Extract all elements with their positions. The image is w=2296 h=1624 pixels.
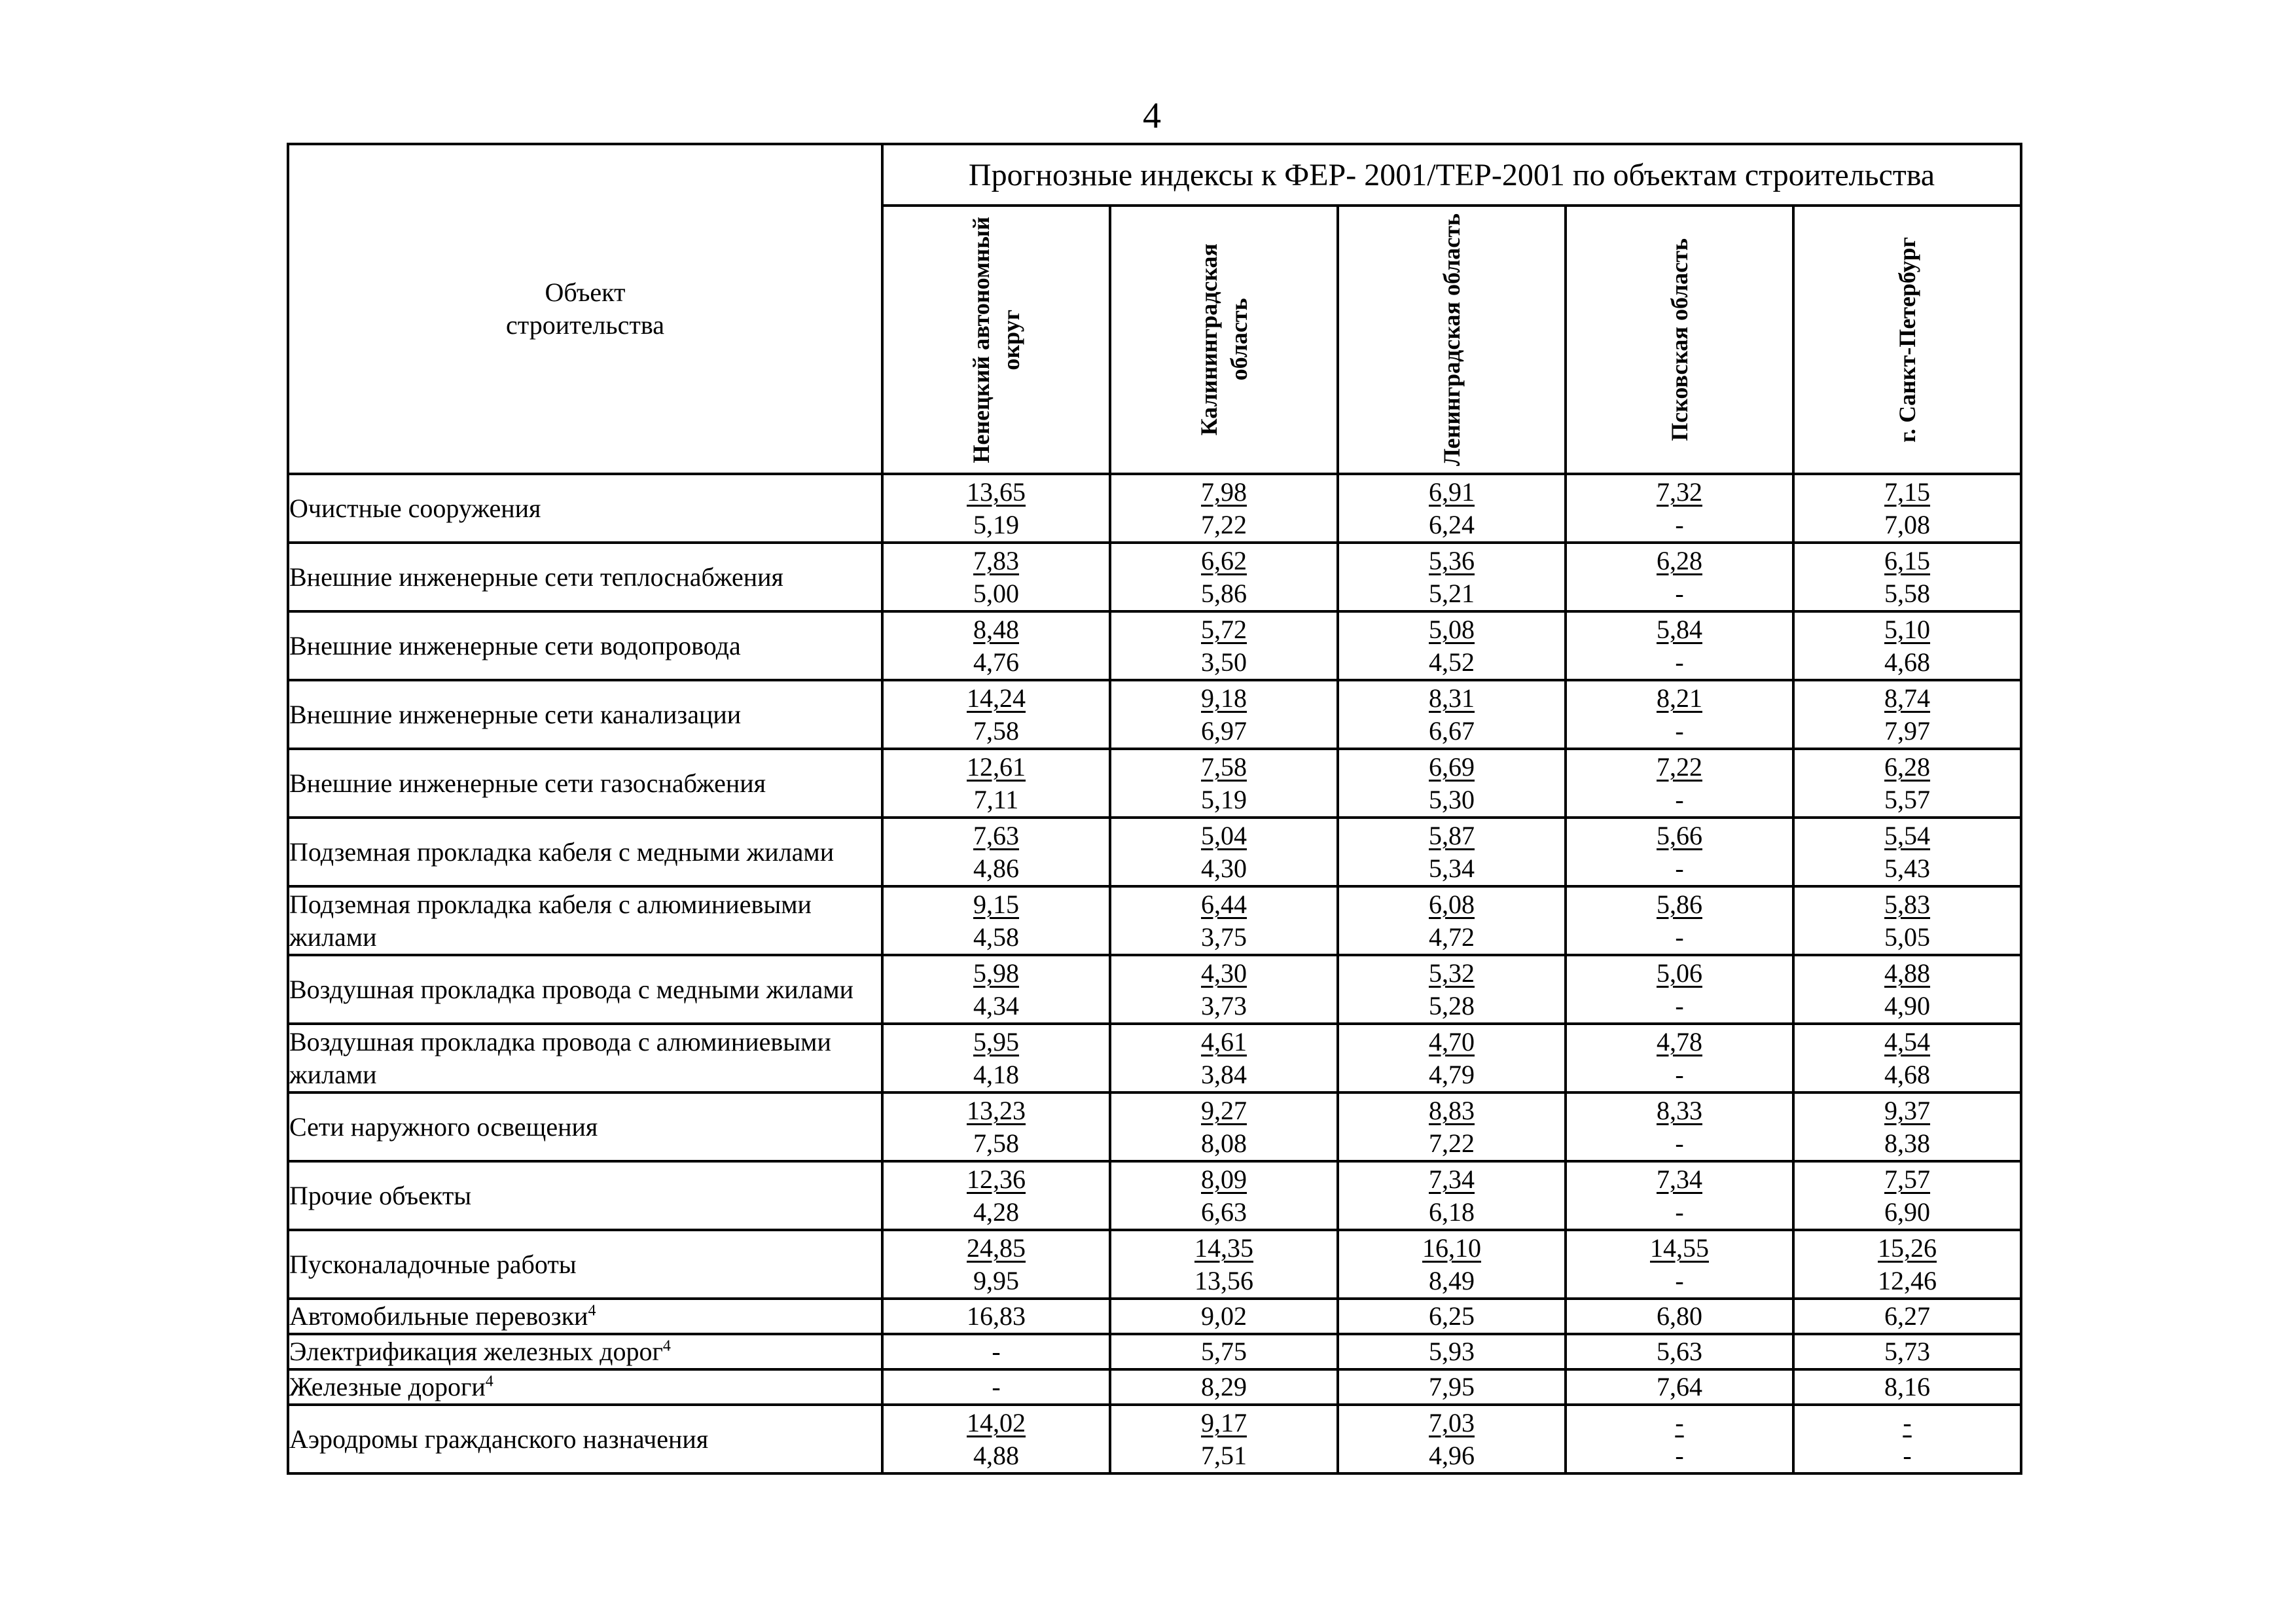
index-value-top: 5,95 <box>973 1026 1019 1056</box>
index-value-top: 5,36 <box>1429 545 1475 575</box>
row-object-name <box>288 886 882 955</box>
index-value-top: 5,32 <box>1429 958 1475 988</box>
index-value-top: 14,24 <box>967 683 1026 713</box>
index-cell <box>882 818 1110 886</box>
index-cell <box>1110 543 1338 611</box>
footnote-marker: 4 <box>588 1302 596 1320</box>
row-object-name <box>288 1092 882 1161</box>
index-cell <box>1110 1334 1338 1369</box>
index-cell <box>1338 1092 1566 1161</box>
index-value-top: 4,61 <box>1201 1026 1247 1056</box>
index-cell <box>1793 1161 2021 1230</box>
index-cell <box>1566 474 1793 543</box>
index-value-bottom: - <box>1675 509 1684 539</box>
index-cell <box>1566 1334 1793 1369</box>
index-value-bottom: 4,68 <box>1884 1059 1931 1089</box>
index-value-bottom: - <box>1675 784 1684 814</box>
index-cell <box>1110 474 1338 543</box>
row-object-name <box>288 1230 882 1299</box>
region-name-line: область <box>1226 298 1252 381</box>
page-number: 4 <box>1143 96 1161 136</box>
index-value-top: 6,28 <box>1884 751 1931 782</box>
index-value-bottom: 7,08 <box>1884 509 1931 539</box>
index-value-bottom: 4,90 <box>1884 990 1931 1020</box>
index-cell <box>1110 955 1338 1024</box>
region-header <box>882 206 1110 474</box>
index-cell <box>882 611 1110 680</box>
index-cell <box>882 1161 1110 1230</box>
object-name-text: Внешние инженерные сети водопровода <box>289 630 741 660</box>
index-cell <box>1338 1369 1566 1405</box>
index-cell <box>1338 611 1566 680</box>
index-value: 5,63 <box>1657 1337 1702 1366</box>
index-value-top: 8,48 <box>973 614 1019 644</box>
index-value-bottom: 8,49 <box>1429 1265 1475 1295</box>
index-value-bottom: - <box>1675 1440 1684 1470</box>
index-cell <box>882 1299 1110 1334</box>
index-cell <box>1110 1024 1338 1092</box>
index-cell <box>1338 749 1566 818</box>
index-value: 8,29 <box>1201 1372 1247 1401</box>
index-value-top: 6,62 <box>1201 545 1247 575</box>
index-value-top: 14,55 <box>1650 1233 1709 1263</box>
region-name-line: Ненецкий автономный <box>968 216 994 463</box>
index-value-bottom: - <box>1903 1440 1912 1470</box>
index-value-bottom: 4,96 <box>1429 1440 1475 1470</box>
row-object-name <box>288 1299 882 1334</box>
index-value-top: 5,66 <box>1657 820 1702 850</box>
index-value-top: 7,15 <box>1884 477 1931 507</box>
index-value: 6,27 <box>1884 1301 1931 1331</box>
index-cell <box>882 680 1110 749</box>
object-header-line: строительства <box>506 310 664 340</box>
index-value-top: 6,28 <box>1657 545 1702 575</box>
index-value: - <box>992 1372 1001 1401</box>
index-cell <box>1793 886 2021 955</box>
index-value-bottom: 7,97 <box>1884 715 1931 746</box>
index-value-top: 5,72 <box>1201 614 1247 644</box>
index-value-top: 7,57 <box>1884 1164 1931 1194</box>
row-object-name <box>288 474 882 543</box>
index-value-bottom: 5,30 <box>1429 784 1475 814</box>
index-value-bottom: 4,30 <box>1201 853 1247 883</box>
index-value-top: 8,83 <box>1429 1095 1475 1125</box>
object-name-text: Подземная прокладка кабеля с медными жилами <box>289 837 834 867</box>
region-header <box>1566 206 1793 474</box>
index-value-bottom: 5,21 <box>1429 578 1475 608</box>
index-value-top: 6,69 <box>1429 751 1475 782</box>
index-value-top: 9,17 <box>1201 1407 1247 1437</box>
index-value-bottom: 6,97 <box>1201 715 1247 746</box>
index-value-top: 5,84 <box>1657 614 1702 644</box>
index-value-bottom: 4,86 <box>973 853 1019 883</box>
index-cell <box>1566 543 1793 611</box>
region-name-line: Псковская область <box>1666 238 1693 441</box>
index-cell <box>1793 818 2021 886</box>
index-value-bottom: 9,95 <box>973 1265 1019 1295</box>
index-value-top: 5,98 <box>973 958 1019 988</box>
index-cell <box>1338 1299 1566 1334</box>
footnote-marker: 4 <box>485 1373 493 1390</box>
index-value-top: 9,27 <box>1201 1095 1247 1125</box>
index-value-bottom: 5,19 <box>1201 784 1247 814</box>
object-name-text: Железные дороги <box>289 1372 486 1401</box>
index-cell <box>1566 1092 1793 1161</box>
index-cell <box>1793 1299 2021 1334</box>
row-object-name <box>288 1334 882 1369</box>
index-value-bottom: 7,22 <box>1201 509 1247 539</box>
index-cell <box>1566 1230 1793 1299</box>
index-value-bottom: 4,34 <box>973 990 1019 1020</box>
index-value-bottom: - <box>1675 647 1684 677</box>
table-row <box>288 886 2021 955</box>
region-header <box>1338 206 1566 474</box>
index-cell <box>1566 886 1793 955</box>
index-cell <box>1793 1334 2021 1369</box>
index-value-bottom: 6,90 <box>1884 1197 1931 1227</box>
region-name-line: округ <box>998 309 1024 370</box>
object-name-text: Внешние инженерные сети канализации <box>289 699 742 729</box>
region-header <box>1793 206 2021 474</box>
index-cell <box>1110 818 1338 886</box>
index-value-bottom: 4,58 <box>973 922 1019 952</box>
index-value-top: 16,10 <box>1422 1233 1481 1263</box>
index-cell <box>1110 680 1338 749</box>
index-value-top: 4,78 <box>1657 1026 1702 1056</box>
index-value-bottom: 7,11 <box>973 784 1019 814</box>
index-cell <box>1793 474 2021 543</box>
index-value: 16,83 <box>967 1301 1026 1331</box>
index-value-top: 4,70 <box>1429 1026 1475 1056</box>
index-value-bottom: 4,28 <box>973 1197 1019 1227</box>
index-value-bottom: 5,00 <box>973 578 1019 608</box>
index-value-top: 8,74 <box>1884 683 1931 713</box>
index-cell <box>1338 543 1566 611</box>
index-value-top: 8,33 <box>1657 1095 1702 1125</box>
index-value-bottom: 13,56 <box>1194 1265 1253 1295</box>
index-cell <box>882 1405 1110 1473</box>
index-cell <box>1110 1092 1338 1161</box>
object-name-text: Электрификация железных дорог <box>289 1337 663 1366</box>
row-object-name <box>288 1161 882 1230</box>
index-value-bottom: 5,57 <box>1884 784 1931 814</box>
table-body <box>288 474 2021 1473</box>
index-value-bottom: 12,46 <box>1878 1265 1937 1295</box>
index-value-top: 7,83 <box>973 545 1019 575</box>
index-cell <box>882 886 1110 955</box>
index-value-top: 6,91 <box>1429 477 1475 507</box>
index-value: 5,73 <box>1884 1337 1931 1366</box>
table-row <box>288 1230 2021 1299</box>
index-cell <box>1338 886 1566 955</box>
index-value-bottom: 3,73 <box>1201 990 1247 1020</box>
index-cell <box>1566 611 1793 680</box>
index-value-bottom: 5,28 <box>1429 990 1475 1020</box>
index-cell <box>1793 680 2021 749</box>
index-cell <box>882 1024 1110 1092</box>
index-value-top: 7,32 <box>1657 477 1702 507</box>
index-value-bottom: 4,72 <box>1429 922 1475 952</box>
index-value-top: 7,58 <box>1201 751 1247 782</box>
table-row <box>288 1092 2021 1161</box>
index-value-top: 15,26 <box>1878 1233 1937 1263</box>
index-value-bottom: 4,52 <box>1429 647 1475 677</box>
index-value-bottom: - <box>1675 715 1684 746</box>
index-value-bottom: - <box>1675 578 1684 608</box>
index-cell <box>882 1334 1110 1369</box>
index-value-bottom: - <box>1675 1197 1684 1227</box>
row-object-name <box>288 1024 882 1092</box>
index-value-bottom: 5,86 <box>1201 578 1247 608</box>
region-header <box>1110 206 1338 474</box>
index-value: - <box>992 1337 1001 1366</box>
index-value-top: 14,02 <box>967 1407 1026 1437</box>
index-value-bottom: - <box>1675 853 1684 883</box>
index-cell <box>1793 611 2021 680</box>
index-value-bottom: 4,18 <box>973 1059 1019 1089</box>
index-value-bottom: 7,22 <box>1429 1128 1475 1158</box>
index-cell <box>882 1230 1110 1299</box>
index-cell <box>1338 955 1566 1024</box>
object-name-text: Подземная прокладка кабеля с алюминиевыми жилами <box>289 889 812 952</box>
index-value-top: 7,98 <box>1201 477 1247 507</box>
object-column-header <box>288 144 882 474</box>
row-object-name <box>288 1369 882 1405</box>
index-cell <box>882 955 1110 1024</box>
object-name-text: Внешние инженерные сети газоснабжения <box>289 768 766 798</box>
index-cell <box>1110 1369 1338 1405</box>
index-value-top: 7,63 <box>973 820 1019 850</box>
index-cell <box>1338 818 1566 886</box>
row-object-name <box>288 1405 882 1473</box>
index-cell <box>1110 1161 1338 1230</box>
index-cell <box>1566 749 1793 818</box>
index-cell <box>1566 1405 1793 1473</box>
index-value: 7,95 <box>1429 1372 1475 1401</box>
object-name-text: Внешние инженерные сети теплоснабжения <box>289 562 783 592</box>
table-row <box>288 1299 2021 1334</box>
index-cell <box>1338 474 1566 543</box>
index-value-bottom: 6,67 <box>1429 715 1475 746</box>
index-cell <box>1566 1161 1793 1230</box>
index-cell <box>1338 1161 1566 1230</box>
index-value-bottom: 5,34 <box>1429 853 1475 883</box>
table-row <box>288 818 2021 886</box>
index-value-bottom: 7,51 <box>1201 1440 1247 1470</box>
object-name-text: Очистные сооружения <box>289 493 541 523</box>
index-value-top: 8,21 <box>1657 683 1702 713</box>
index-value-bottom: 8,38 <box>1884 1128 1931 1158</box>
index-value-bottom: 5,19 <box>973 509 1019 539</box>
index-cell <box>1793 1024 2021 1092</box>
index-value-top: - <box>1903 1407 1912 1437</box>
index-value-bottom: 8,08 <box>1201 1128 1247 1158</box>
index-value-bottom: 4,88 <box>973 1440 1019 1470</box>
index-value-bottom: 5,43 <box>1884 853 1931 883</box>
index-cell <box>1793 543 2021 611</box>
table-row <box>288 1405 2021 1473</box>
index-value-top: 7,34 <box>1429 1164 1475 1194</box>
index-value-bottom: 5,05 <box>1884 922 1931 952</box>
index-cell <box>1566 1369 1793 1405</box>
index-cell <box>1110 1299 1338 1334</box>
index-cell <box>1338 1024 1566 1092</box>
index-value-top: 7,34 <box>1657 1164 1702 1194</box>
index-value-top: 9,18 <box>1201 683 1247 713</box>
table-row <box>288 474 2021 543</box>
row-object-name <box>288 543 882 611</box>
index-cell <box>882 749 1110 818</box>
row-object-name <box>288 818 882 886</box>
index-value-bottom: 6,24 <box>1429 509 1475 539</box>
index-value-top: 5,08 <box>1429 614 1475 644</box>
table-row <box>288 543 2021 611</box>
index-value-top: 9,37 <box>1884 1095 1931 1125</box>
table-row <box>288 1024 2021 1092</box>
index-cell <box>1110 1405 1338 1473</box>
index-value-top: - <box>1675 1407 1684 1437</box>
index-value-top: 5,83 <box>1884 889 1931 919</box>
object-name-text: Аэродромы гражданского назначения <box>289 1424 709 1454</box>
index-value-bottom: 4,68 <box>1884 647 1931 677</box>
row-object-name <box>288 611 882 680</box>
index-value-top: 6,44 <box>1201 889 1247 919</box>
object-header-line: Объект <box>545 278 626 307</box>
table-row <box>288 749 2021 818</box>
index-cell <box>1793 1230 2021 1299</box>
index-cell <box>1110 611 1338 680</box>
index-value-bottom: 3,84 <box>1201 1059 1247 1089</box>
object-name-text: Пусконаладочные работы <box>289 1249 577 1279</box>
index-value-bottom: - <box>1675 1128 1684 1158</box>
index-value-top: 13,65 <box>967 477 1026 507</box>
index-value-bottom: 7,58 <box>973 715 1019 746</box>
footnote-marker: 4 <box>662 1337 671 1355</box>
row-object-name <box>288 680 882 749</box>
index-value-top: 5,04 <box>1201 820 1247 850</box>
index-cell <box>882 1092 1110 1161</box>
index-cell <box>1566 818 1793 886</box>
index-value-bottom: - <box>1675 922 1684 952</box>
index-cell <box>882 474 1110 543</box>
index-cell <box>1793 1092 2021 1161</box>
region-name-line: Калининградская <box>1196 244 1222 436</box>
region-name-line: г. Санкт-Петербург <box>1894 236 1921 443</box>
table-row <box>288 1334 2021 1369</box>
row-object-name <box>288 749 882 818</box>
object-name-text: Воздушная прокладка провода с алюминиевыми жилами <box>289 1026 831 1089</box>
index-value-top: 12,61 <box>967 751 1026 782</box>
index-value-bottom: 3,75 <box>1201 922 1247 952</box>
index-value: 5,75 <box>1201 1337 1247 1366</box>
index-cell <box>1110 1230 1338 1299</box>
index-cell <box>1110 886 1338 955</box>
index-value-bottom: 4,76 <box>973 647 1019 677</box>
index-value-top: 7,03 <box>1429 1407 1475 1437</box>
index-value-bottom: 6,18 <box>1429 1197 1475 1227</box>
index-value-top: 24,85 <box>967 1233 1026 1263</box>
index-cell <box>1338 680 1566 749</box>
row-object-name <box>288 955 882 1024</box>
index-value-top: 6,15 <box>1884 545 1931 575</box>
object-name-text: Воздушная прокладка провода с медными жилами <box>289 974 854 1004</box>
object-name-text: Автомобильные перевозки <box>289 1301 588 1331</box>
index-cell <box>1793 749 2021 818</box>
index-value-top: 8,09 <box>1201 1164 1247 1194</box>
index-value-top: 5,87 <box>1429 820 1475 850</box>
index-cell <box>1793 1369 2021 1405</box>
index-cell <box>1566 680 1793 749</box>
index-cell <box>1338 1334 1566 1369</box>
index-value: 6,25 <box>1429 1301 1475 1331</box>
forecast-index-table <box>287 143 2022 1475</box>
index-cell <box>1793 1405 2021 1473</box>
region-name-line: Ленинградская область <box>1439 213 1465 466</box>
index-value-top: 4,54 <box>1884 1026 1931 1056</box>
index-value-top: 12,36 <box>967 1164 1026 1194</box>
object-name-text: Прочие объекты <box>289 1180 472 1210</box>
table-row <box>288 680 2021 749</box>
table-row <box>288 1369 2021 1405</box>
index-cell <box>1338 1405 1566 1473</box>
index-cell <box>1110 749 1338 818</box>
index-cell <box>1566 955 1793 1024</box>
index-value-top: 5,86 <box>1657 889 1702 919</box>
index-value: 9,02 <box>1201 1301 1247 1331</box>
index-value-bottom: - <box>1675 990 1684 1020</box>
index-value: 5,93 <box>1429 1337 1475 1366</box>
index-cell <box>882 1369 1110 1405</box>
index-cell <box>1566 1024 1793 1092</box>
index-cell <box>1338 1230 1566 1299</box>
table-row <box>288 611 2021 680</box>
object-name-text: Сети наружного освещения <box>289 1111 598 1142</box>
table-row <box>288 1161 2021 1230</box>
index-value-top: 6,08 <box>1429 889 1475 919</box>
table-row <box>288 955 2021 1024</box>
index-value-bottom: 7,58 <box>973 1128 1019 1158</box>
index-value-top: 8,31 <box>1429 683 1475 713</box>
index-value-bottom: 4,79 <box>1429 1059 1475 1089</box>
index-cell <box>882 543 1110 611</box>
index-value-top: 5,10 <box>1884 614 1931 644</box>
index-value: 8,16 <box>1884 1372 1931 1401</box>
index-value: 6,80 <box>1657 1301 1702 1331</box>
index-value-bottom: - <box>1675 1059 1684 1089</box>
index-value-top: 7,22 <box>1657 751 1702 782</box>
index-value-top: 4,30 <box>1201 958 1247 988</box>
index-value-top: 4,88 <box>1884 958 1931 988</box>
table-title: Прогнозные индексы к ФЕР- 2001/ТЕР-2001 по объектам строительства <box>882 144 2021 206</box>
index-value-top: 9,15 <box>973 889 1019 919</box>
index-value-top: 13,23 <box>967 1095 1026 1125</box>
index-value-bottom: 5,58 <box>1884 578 1931 608</box>
index-value-top: 5,06 <box>1657 958 1702 988</box>
index-cell <box>1566 1299 1793 1334</box>
index-value-bottom: 6,63 <box>1201 1197 1247 1227</box>
index-value: 7,64 <box>1657 1372 1702 1401</box>
index-cell <box>1793 955 2021 1024</box>
index-value-top: 14,35 <box>1194 1233 1253 1263</box>
index-value-top: 5,54 <box>1884 820 1931 850</box>
index-value-bottom: 3,50 <box>1201 647 1247 677</box>
index-value-bottom: - <box>1675 1265 1684 1295</box>
